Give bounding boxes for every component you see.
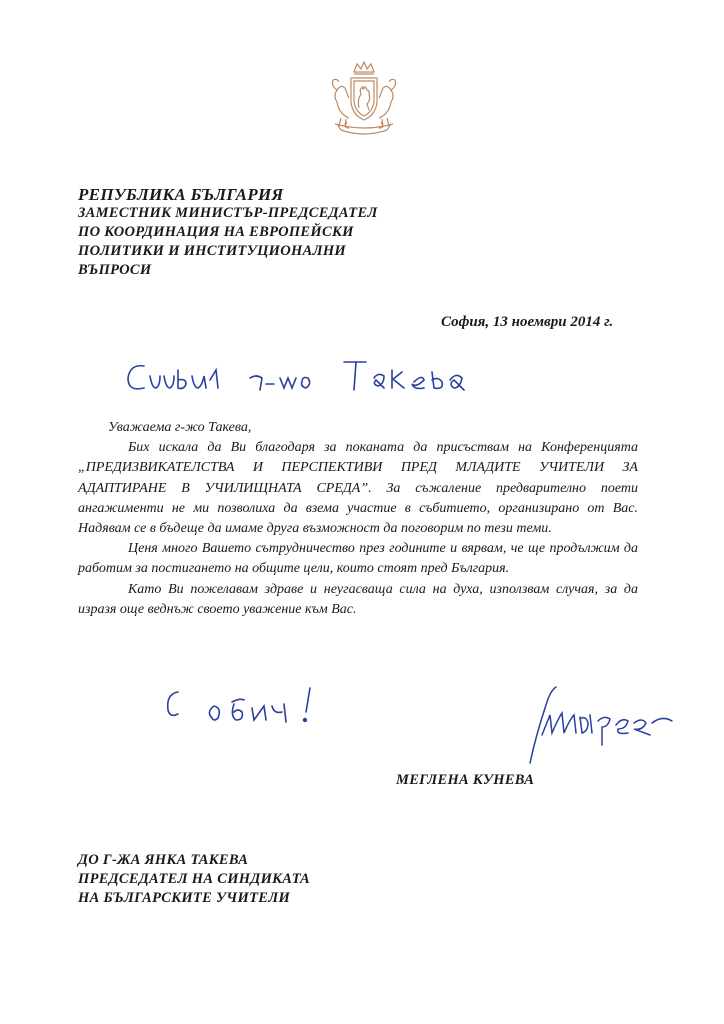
letter-body xyxy=(78,418,638,620)
letter-paragraph: Ценя много Вашето сътрудничество през годините и вярвам, че ще продължим да работим за постигането на общите цели, които стоят пред България. xyxy=(78,541,638,577)
letterhead-country: РЕПУБЛИКА БЪЛГАРИЯ xyxy=(78,185,284,204)
recipient-line: ДО Г-ЖА ЯНКА ТАКЕВА xyxy=(78,852,249,868)
letterhead xyxy=(78,185,378,280)
handwritten-greeting xyxy=(122,352,552,402)
recipient-line: ПРЕДСЕДАТЕЛ НА СИНДИКАТА xyxy=(78,871,310,887)
letter-date: София, 13 ноември 2014 г. xyxy=(441,314,614,330)
letter-paragraph: Като Ви пожелавам здраве и неугасваща сила на духа, използвам случая, за да изразя още веднъж своето уважение към Вас. xyxy=(78,581,638,617)
letterhead-title-line: ЗАМЕСТНИК МИНИСТЪР-ПРЕДСЕДАТЕЛ xyxy=(78,205,378,221)
letter-paragraph: Бих искала да Ви благодаря за поканата да присъствам на Конференцията „ПРЕДИЗВИКАТЕЛСТВА И ПЕРСПЕКТИВИ ПРЕД МЛАДИТЕ УЧИТЕЛИ ЗА АДАПТИРАНЕ В УЧИЛИЩНАТА СРЕДА”. За съжаление предварително поети ангажименти не ми позволиха да взема участие в събитието, организирано от Вас. Надявам се в бъдеще да имаме друга възможност да поговорим по тези теми. xyxy=(78,440,638,537)
coat-of-arms-icon xyxy=(319,58,409,140)
letterhead-title-line: ПО КООРДИНАЦИЯ НА ЕВРОПЕЙСКИ xyxy=(78,224,354,240)
recipient-block xyxy=(78,851,310,908)
recipient-line: НА БЪЛГАРСКИТЕ УЧИТЕЛИ xyxy=(78,890,291,906)
signatory-name: МЕГЛЕНА КУНЕВА xyxy=(396,772,535,788)
handwritten-closing xyxy=(160,682,340,752)
signature xyxy=(522,675,692,770)
letter-salutation: Уважаема г-жо Такева, xyxy=(108,420,252,435)
letterhead-title-line: ВЪПРОСИ xyxy=(78,262,152,278)
letterhead-title-line: ПОЛИТИКИ И ИНСТИТУЦИОНАЛНИ xyxy=(78,243,346,259)
